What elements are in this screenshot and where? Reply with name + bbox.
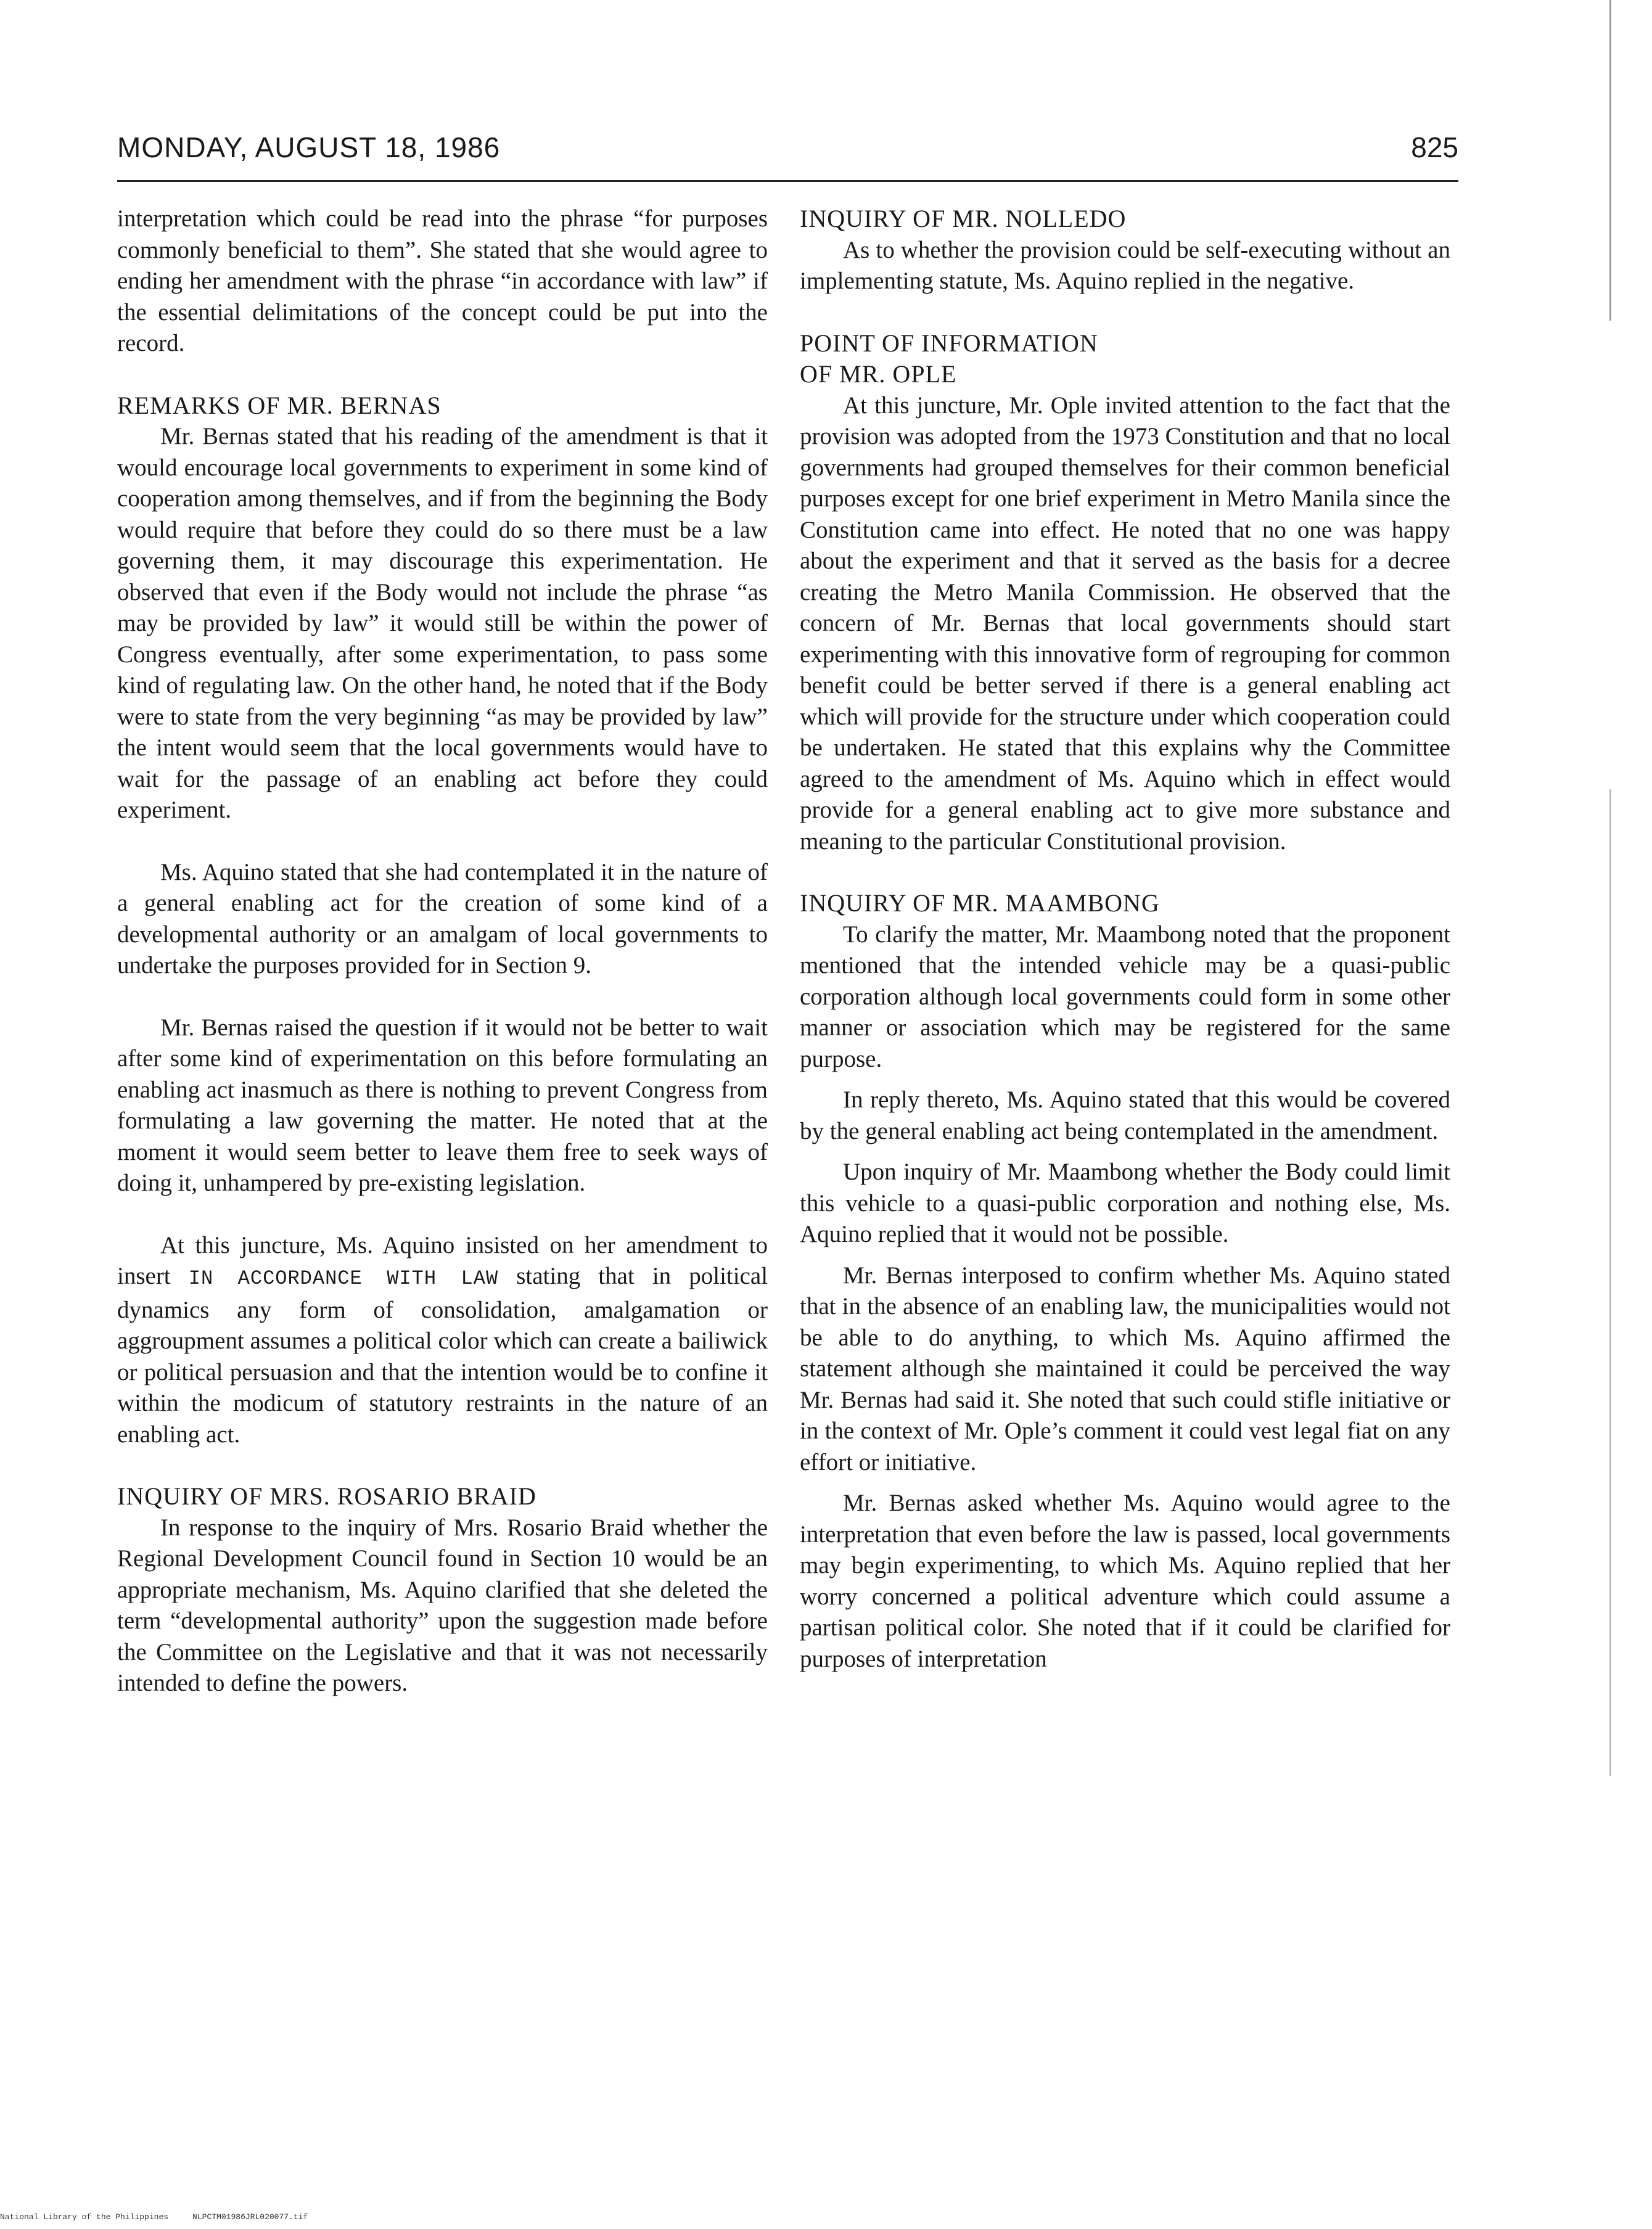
paragraph: Upon inquiry of Mr. Maambong whether the Body could limit this vehicle to a quasi-public corporation and nothing else, Ms. Aquino replied that it would not be possible.: [800, 1159, 1450, 1247]
header-rule: [117, 180, 1458, 182]
paragraph-text: stating that in political dynamics any form of consolidation, amalgamation or aggroupment assumes a political color which can create a bailiwick or political persuasion and that the intention would be to confine it within the modicum of statutory restraints in the nature of an enabling act.: [117, 1263, 768, 1448]
paragraph: Mr. Bernas raised the question if it would not be better to wait after some kind of experimentation on this before formulating an enabling act inasmuch as there is nothing to prevent Congress from formulating a law governing the matter. He noted that at the moment it would seem better to leave them free to seek ways of doing it, unhampered by pre-existing legislation.: [117, 1014, 768, 1196]
section-heading-nolledo: INQUIRY OF MR. NOLLEDO: [800, 205, 1127, 232]
paragraph: To clarify the matter, Mr. Maambong noted that the proponent mentioned that the intended vehicle may be a quasi-public corporation although local governments could form in some other manner or association which may be registered for the same purpose.: [800, 921, 1450, 1072]
paragraph: Mr. Bernas asked whether Ms. Aquino would agree to the interpretation that even before the law is passed, local governments may begin experimenting, to which Ms. Aquino replied that her worry concerned a political adventure which could assume a partisan political color. She noted that if it could be clarified for purposes of interpretation: [800, 1490, 1450, 1672]
paragraph: In reply thereto, Ms. Aquino stated that this would be covered by the general enabling act being contemplated in the amendment.: [800, 1086, 1450, 1144]
amendment-text: IN ACCORDANCE WITH LAW: [188, 1267, 499, 1290]
paragraph: Mr. Bernas interposed to confirm whether Ms. Aquino stated that in the absence of an enabling law, the municipalities would not be able to do anything, to which Ms. Aquino affirmed the statement although she maintained it could be perceived the way Mr. Bernas had said it. She noted that such could stifle initiative or in the context of Mr. Ople’s comment it could vest legal fiat on any effort or initiative.: [800, 1262, 1450, 1476]
section-heading-braid: INQUIRY OF MRS. ROSARIO BRAID: [117, 1482, 536, 1510]
paragraph-with-amendment: [117, 1230, 768, 1451]
left-column: [117, 203, 768, 1730]
paragraph: interpretation which could be read into the phrase “for purposes commonly beneficial to them”. She stated that she would agree to ending her amendment with the phrase “in accordance with law” if the essential delimitations of the concept could be put into the record.: [117, 205, 768, 356]
paragraph: Ms. Aquino stated that she had contemplated it in the nature of a general enabling act for the creation of some kind of a developmental authority or an amalgam of local governments to undertake the purposes provided for in Section 9.: [117, 858, 768, 979]
paragraph: In response to the inquiry of Mrs. Rosario Braid whether the Regional Development Council found in Section 10 would be an appropriate mechanism, Ms. Aquino clarified that she deleted the term “developmental authority” upon the suggestion made before the Committee on the Legislative and that it was not necessarily intended to define the powers.: [117, 1514, 768, 1696]
header-date: MONDAY, AUGUST 18, 1986: [117, 131, 501, 163]
page-number: 825: [1411, 131, 1458, 163]
paragraph: At this juncture, Mr. Ople invited attention to the fact that the provision was adopted from the 1973 Constitution and that no local governments had grouped themselves for their common beneficial purposes except for one brief experiment in Metro Manila since the Constitution came into effect. He noted that no one was happy about the experiment and that it served as the basis for a decree creating the Metro Manila Commission. He observed that the concern of Mr. Bernas that local governments should start experimenting with this innovative form of regrouping for common benefit could be better served if there is a general enabling act which will provide for the structure under which cooperation could be undertaken. He stated that this explains why the Committee agreed to the amendment of Ms. Aquino which in effect would provide for a general enabling act to give more substance and meaning to the particular Constitutional provision.: [800, 392, 1450, 855]
scan-margin-mark: [1609, 789, 1611, 1776]
section-heading-maambong: INQUIRY OF MR. MAAMBONG: [800, 889, 1160, 917]
paragraph: Mr. Bernas stated that his reading of the amendment is that it would encourage local governments to experiment in some kind of cooperation among themselves, and if from the beginning the Body would require that before they could do so there must be a law governing them, it may discourage this experimentation. He observed that even if the Body would not include the phrase “as may be provided by law” it would still be within the power of Congress eventually, after some experimentation, to pass some kind of regulating law. On the other hand, he noted that if the Body were to state from the very beginning “as may be provided by law” the intent would seem that the local governments would have to wait for the passage of an enabling act before they could experiment.: [117, 423, 768, 823]
paragraph-text: At this juncture, Ms. Aquino insisted on her amendment to insert: [117, 1231, 768, 1289]
scan-footer: National Library of the Philippines NLPCTM01986JRL020077.tif: [0, 2212, 308, 2222]
paragraph: As to whether the provision could be self-executing without an implementing statute, Ms. Aquino replied in the negative.: [800, 236, 1450, 294]
scan-margin-mark: [1609, 0, 1611, 321]
section-heading-ople: POINT OF INFORMATION: [800, 329, 1098, 357]
page-header: [117, 131, 1458, 174]
right-column: [800, 203, 1450, 1685]
section-heading-bernas: REMARKS OF MR. BERNAS: [117, 391, 442, 419]
section-heading-ople-line2: OF MR. OPLE: [800, 360, 957, 388]
